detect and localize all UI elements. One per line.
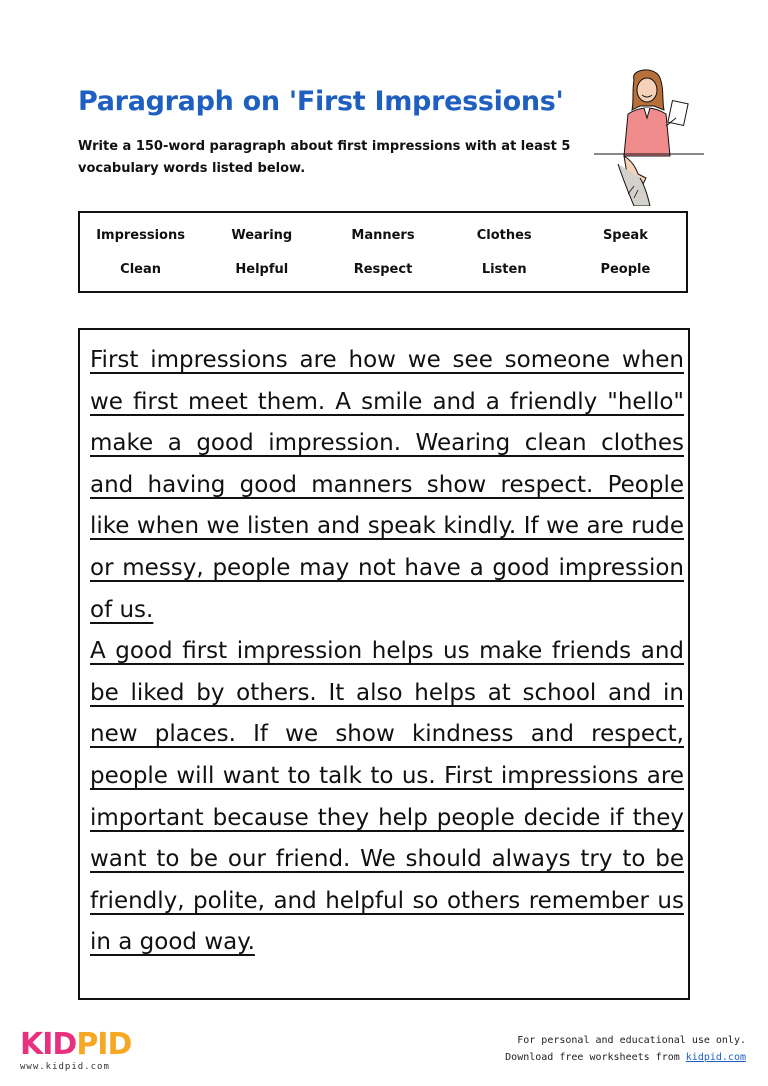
paragraph-1: [90, 340, 684, 631]
vocab-word: Clean: [120, 262, 162, 277]
instructions: Write a 150-word paragraph about first impressions with at least 5 vocabulary words listed below.: [78, 139, 571, 176]
vocabulary-box: [78, 211, 688, 293]
vocab-word: Helpful: [235, 262, 289, 277]
woman-holding-paper-handshake-icon: [594, 66, 704, 206]
paragraph-1-text: First impressions are how we see someone when we first meet them. A smile and a friendly "hello" make a good impression. Wearing clean clothes and having good manners show respect. People like when we listen and speak kindly. If we are rude or messy, people may not have a good impression of us.: [90, 347, 684, 623]
footer-note-line1: For personal and educational use only.: [517, 1035, 746, 1046]
page-title: Paragraph on 'First Impressions': [78, 86, 564, 117]
paragraph-text: [90, 340, 684, 964]
paragraph-2: [90, 631, 684, 964]
logo-pid: PID: [76, 1027, 132, 1062]
kidpid-logo: [20, 1027, 132, 1072]
vocab-word: Clothes: [476, 228, 532, 243]
vocab-word: People: [600, 262, 651, 277]
logo-kid: KID: [20, 1027, 77, 1062]
vocab-word: Manners: [351, 228, 415, 243]
vocabulary-grid: [80, 227, 686, 279]
footer-note: [505, 1032, 746, 1066]
vocab-word: Wearing: [231, 228, 293, 243]
kidpid-link[interactable]: kidpid.com: [685, 1052, 746, 1063]
logo-url: www.kidpid.com: [20, 1062, 110, 1072]
vocab-word: Listen: [481, 262, 527, 277]
vocab-word: Respect: [353, 262, 413, 277]
logo-wordmark: [20, 1027, 132, 1062]
vocab-word: Impressions: [96, 228, 185, 243]
footer-note-prefix: Download free worksheets from: [505, 1052, 686, 1063]
paragraph-2-text: A good first impression helps us make friends and be liked by others. It also helps at school and in new places. If we show kindness and respect, people will want to talk to us. First impressions are important because they help people decide if they want to be our friend. We should always try to be friendly, polite, and helpful so others remember us in a good way.: [90, 638, 684, 956]
footer-note-line2: [505, 1049, 746, 1066]
paragraph-box: [78, 328, 690, 1000]
vocab-word: Speak: [602, 228, 648, 243]
